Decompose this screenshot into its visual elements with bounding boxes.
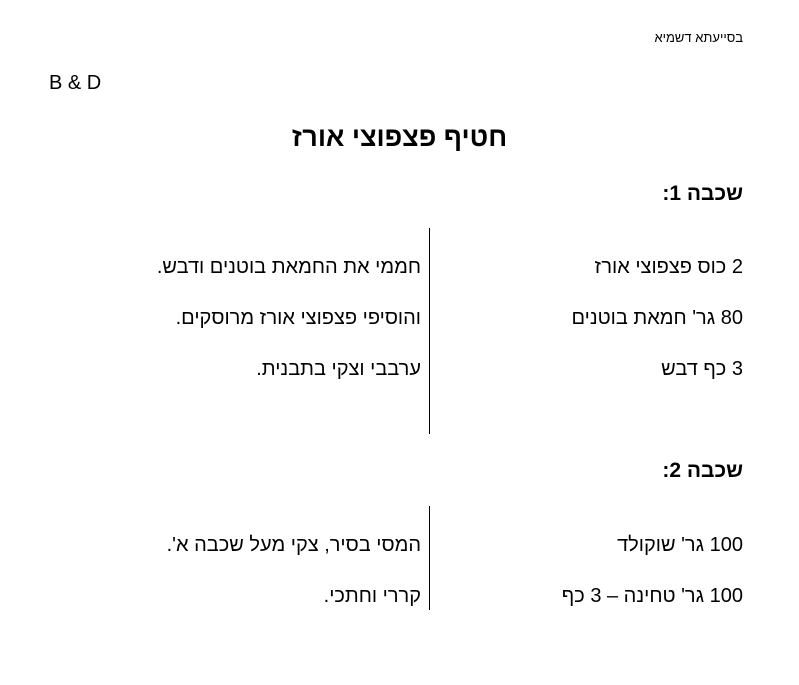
header-blessing: בסייעתא דשמיא <box>654 30 743 45</box>
layer-1-ingredient: 2 כוס פצפוצי אורז <box>594 256 743 278</box>
layer-1-heading: שכבה 1: <box>662 182 743 205</box>
header-initials: B & D <box>49 72 102 94</box>
layer-2-heading: שכבה 2: <box>662 459 743 482</box>
layer-1-divider <box>429 228 430 434</box>
layer-1-step: ערבבי וצקי בתבנית. <box>256 358 421 380</box>
layer-2-ingredient: 100 גר' שוקולד <box>617 534 743 556</box>
layer-1-step: והוסיפי פצפוצי אורז מרוסקים. <box>175 307 421 329</box>
layer-2-step: המסי בסיר, צקי מעל שכבה א'. <box>166 534 421 556</box>
layer-1-step: חממי את החמאת בוטנים ודבש. <box>156 256 421 278</box>
layer-2-step: קררי וחתכי. <box>323 585 421 607</box>
recipe-title: חטיף פצפוצי אורז <box>291 122 508 152</box>
layer-1-ingredient: 80 גר' חמאת בוטנים <box>571 307 743 329</box>
layer-1-ingredient: 3 כף דבש <box>661 358 743 380</box>
layer-2-ingredient: 100 גר' טחינה – 3 כף <box>561 585 743 607</box>
layer-2-divider <box>429 506 430 610</box>
